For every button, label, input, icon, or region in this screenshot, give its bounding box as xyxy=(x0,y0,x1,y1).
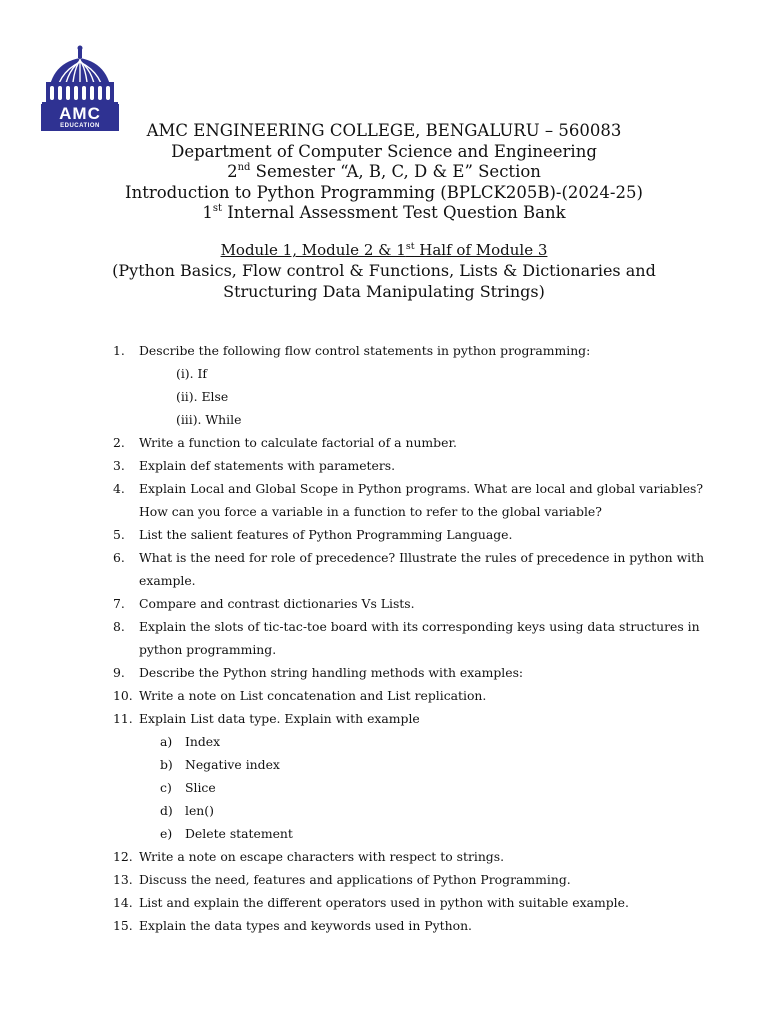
question-number: 5. xyxy=(113,527,125,542)
q1-sublist xyxy=(139,362,713,431)
module-title-part1: Module 1, Module 2 & 1 xyxy=(220,241,406,259)
question-number: 10. xyxy=(113,688,133,703)
question-item xyxy=(113,684,713,707)
sub-item-mark: c) xyxy=(160,780,172,795)
question-text: Write a function to calculate factorial of a number. xyxy=(139,435,457,450)
question-item xyxy=(113,546,713,592)
module-subtitle-line2: Structuring Data Manipulating Strings) xyxy=(223,282,545,301)
question-number: 15. xyxy=(113,918,133,933)
semester-ordinal-num: 2 xyxy=(227,162,238,181)
sub-item xyxy=(139,730,713,753)
question-item xyxy=(113,431,713,454)
question-number: 13. xyxy=(113,872,133,887)
sub-item-text: Slice xyxy=(185,780,216,795)
question-text: Explain def statements with parameters. xyxy=(139,458,396,473)
question-text: Write a note on escape characters with respect to strings. xyxy=(139,849,505,864)
question-number: 4. xyxy=(113,481,125,496)
question-item xyxy=(113,523,713,546)
sub-item xyxy=(139,753,713,776)
sub-item-mark: a) xyxy=(160,734,173,749)
sub-item-text: Negative index xyxy=(185,757,280,772)
question-number: 2. xyxy=(113,435,125,450)
logo-tagline: EDUCATION xyxy=(60,123,100,129)
course-title: Introduction to Python Programming (BPLCK205B)-(2024-25) xyxy=(125,182,643,202)
sub-item: (iii). While xyxy=(176,412,242,427)
question-number: 3. xyxy=(113,458,125,473)
question-item xyxy=(113,914,713,937)
sub-item xyxy=(139,799,713,822)
question-text: What is the need for role of precedence? Illustrate the rules of precedence in python with example. xyxy=(139,550,705,588)
question-number: 11. xyxy=(113,711,133,726)
question-number: 8. xyxy=(113,619,125,634)
question-text: Describe the Python string handling methods with examples: xyxy=(139,665,524,680)
test-title xyxy=(0,203,768,224)
sub-item: (ii). Else xyxy=(176,389,229,404)
question-text: Explain the slots of tic-tac-toe board with its corresponding keys using data structures in python programming. xyxy=(139,619,700,657)
sub-item xyxy=(139,776,713,799)
test-ordinal-num: 1 xyxy=(202,203,213,222)
module-section xyxy=(0,240,768,302)
semester-ordinal-suffix: nd xyxy=(237,161,251,173)
question-text: List the salient features of Python Programming Language. xyxy=(139,527,513,542)
sub-item xyxy=(139,822,713,845)
question-text: Describe the following flow control statements in python programming: xyxy=(139,343,591,358)
semester-line xyxy=(0,162,768,183)
question-item xyxy=(113,592,713,615)
question-number: 12. xyxy=(113,849,133,864)
question-item xyxy=(113,845,713,868)
sub-item-text: Index xyxy=(185,734,221,749)
test-ordinal-suffix: st xyxy=(212,202,222,214)
question-text: Discuss the need, features and applications of Python Programming. xyxy=(139,872,571,887)
test-rest: Internal Assessment Test Question Bank xyxy=(222,203,566,222)
question-item xyxy=(113,868,713,891)
module-title xyxy=(0,240,768,260)
question-text: Explain List data type. Explain with example xyxy=(139,711,420,726)
question-item xyxy=(113,891,713,914)
college-name: AMC ENGINEERING COLLEGE, BENGALURU – 560083 xyxy=(146,121,622,140)
document-header xyxy=(0,121,768,224)
question-number: 6. xyxy=(113,550,125,565)
question-item xyxy=(113,707,713,845)
question-number: 7. xyxy=(113,596,125,611)
question-list xyxy=(113,339,713,937)
question-text: Write a note on List concatenation and List replication. xyxy=(139,688,487,703)
sub-item-text: Delete statement xyxy=(185,826,293,841)
question-item xyxy=(113,615,713,661)
sub-item-mark: b) xyxy=(160,757,173,772)
logo-name: AMC xyxy=(59,104,101,123)
question-number: 1. xyxy=(113,343,125,358)
question-text: List and explain the different operators used in python with suitable example. xyxy=(139,895,629,910)
department-name: Department of Computer Science and Engineering xyxy=(171,141,597,161)
question-item xyxy=(113,454,713,477)
module-subtitle-line1: (Python Basics, Flow control & Functions, Lists & Dictionaries and xyxy=(112,261,656,280)
sub-item-mark: d) xyxy=(160,803,173,818)
module-title-sup: st xyxy=(405,241,415,252)
question-item xyxy=(113,477,713,523)
question-text: Explain the data types and keywords used in Python. xyxy=(139,918,472,933)
sub-item: (i). If xyxy=(176,366,207,381)
module-title-part2: Half of Module 3 xyxy=(414,241,548,259)
sub-item-text: len() xyxy=(185,803,214,818)
question-text: Explain Local and Global Scope in Python programs. What are local and global variables? How can you force a variable in a function to refer to the global variable? xyxy=(139,481,704,519)
question-text: Compare and contrast dictionaries Vs Lists. xyxy=(139,596,415,611)
semester-rest: Semester “A, B, C, D & E” Section xyxy=(250,162,541,181)
question-number: 9. xyxy=(113,665,125,680)
question-number: 14. xyxy=(113,895,133,910)
question-item xyxy=(113,339,713,431)
q11-sublist xyxy=(139,730,713,845)
question-item xyxy=(113,661,713,684)
sub-item-mark: e) xyxy=(160,826,173,841)
